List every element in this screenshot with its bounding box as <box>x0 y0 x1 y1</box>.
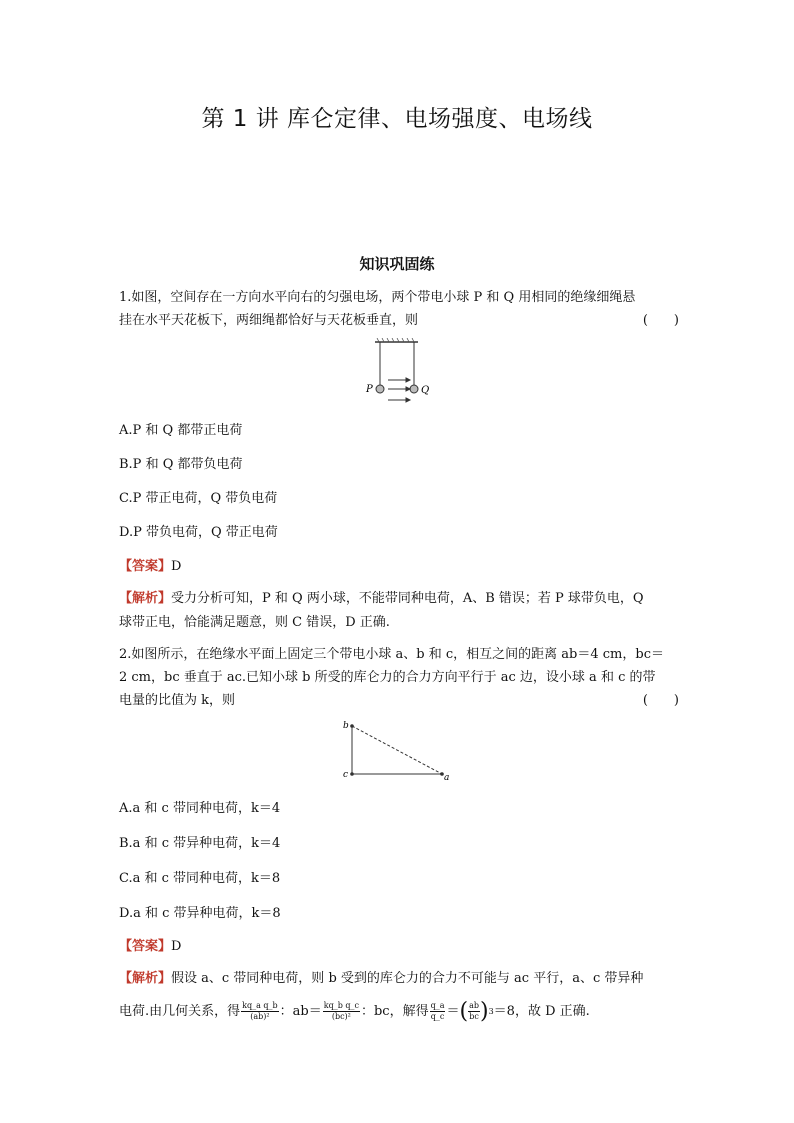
q1-analysis-tag: 【解析】 <box>119 591 172 606</box>
q2-analysis-text-1: 电荷.由几何关系，得 <box>119 1004 241 1019</box>
question-2-stem <box>119 643 679 712</box>
q2-stem-line1: 2.如图所示，在绝缘水平面上固定三个带电小球 a、b 和 c，相互之间的距离 ab＝4 cm，bc＝ <box>119 647 664 662</box>
q2-option-c: C.a 和 c 带同种电荷，k＝8 <box>119 871 281 886</box>
q1-option-d: D.P 带负电荷，Q 带正电荷 <box>119 525 278 540</box>
q2-label-c: c <box>343 770 349 780</box>
q2-fraction-2-den: (bc)² <box>331 1012 351 1021</box>
q1-analysis <box>119 587 679 635</box>
q1-label-q: Q <box>421 385 430 396</box>
q2-analysis-tag: 【解析】 <box>119 971 172 986</box>
q2-answer-paren: ( ) <box>642 693 679 708</box>
q2-analysis-line2 <box>119 1000 679 1023</box>
q1-stem-line2: 挂在水平天花板下，两细绳都恰好与天花板垂直，则 <box>119 313 419 328</box>
q1-analysis-line2: 球带正电，恰能满足题意，则 C 错误，D 正确. <box>119 615 390 630</box>
q2-analysis-text-5: ＝8，故 D 正确. <box>493 1004 590 1019</box>
q2-label-b: b <box>343 721 349 731</box>
q2-stem-line2: 2 cm，bc 垂直于 ac.已知小球 b 所受的库仑力的合力方向平行于 ac 边，设小球 a 和 c 的带 <box>119 670 656 685</box>
q1-figure <box>360 338 440 408</box>
q2-fraction-4 <box>468 1001 480 1022</box>
q2-fraction-3-num: q_a <box>430 1001 445 1010</box>
q2-fraction-1 <box>241 1001 279 1022</box>
q1-label-p: P <box>366 384 373 395</box>
q1-answer-value: D <box>171 559 182 574</box>
q1-option-b: B.P 和 Q 都带负电荷 <box>119 457 243 472</box>
q2-fraction-4-num: ab <box>469 1001 479 1010</box>
q2-option-a: A.a 和 c 带同种电荷，k＝4 <box>119 801 281 816</box>
q2-analysis <box>119 967 679 1023</box>
q2-fraction-1-den: (ab)² <box>250 1012 270 1021</box>
q2-answer <box>119 935 181 954</box>
q2-fraction-3-den: q_c <box>430 1012 445 1021</box>
q2-answer-value: D <box>171 939 182 954</box>
q1-answer-paren: ( ) <box>642 313 679 328</box>
q2-analysis-line1: 假设 a、c 带同种电荷，则 b 受到的库仑力的合力不可能与 ac 平行，a、c 带异种 <box>171 971 644 986</box>
q2-label-a: a <box>444 773 450 783</box>
q2-left-paren: ( <box>459 998 469 1024</box>
section-heading: 知识巩固练 <box>359 255 435 273</box>
page-title: 第 1 讲 库仑定律、电场强度、电场线 <box>201 106 593 132</box>
q1-option-a: A.P 和 Q 都带正电荷 <box>119 423 243 438</box>
q2-option-d: D.a 和 c 带异种电荷，k＝8 <box>119 906 281 921</box>
question-1-stem <box>119 286 679 332</box>
q2-fraction-1-num: kq_a q_b <box>242 1001 278 1010</box>
q2-option-b: B.a 和 c 带异种电荷，k＝4 <box>119 836 281 851</box>
q1-option-c: C.P 带正电荷，Q 带负电荷 <box>119 491 278 506</box>
q2-analysis-text-3: ：bc，解得 <box>360 1004 429 1019</box>
q2-analysis-text-4: ＝ <box>446 1004 460 1019</box>
q1-stem-line1: 1.如图，空间存在一方向水平向右的匀强电场，两个带电小球 P 和 Q 用相同的绝缘细绳悬 <box>119 290 636 305</box>
q2-fraction-2-num: kq_b q_c <box>323 1001 359 1010</box>
q2-stem-line3: 电量的比值为 k，则 <box>119 693 236 708</box>
q2-triangle-figure <box>340 716 460 784</box>
q2-fraction-4-den: bc <box>469 1012 479 1021</box>
q2-fraction-2 <box>323 1001 360 1022</box>
q1-answer-tag: 【答案】 <box>119 559 172 574</box>
q2-answer-tag: 【答案】 <box>119 939 172 954</box>
q2-analysis-text-2: ：ab＝ <box>279 1004 322 1019</box>
q1-answer <box>119 555 181 574</box>
q2-right-paren: ) <box>479 998 489 1024</box>
q2-fraction-3 <box>430 1001 446 1022</box>
q2-exponent: 3 <box>488 1007 494 1016</box>
q1-analysis-line1: 受力分析可知，P 和 Q 两小球，不能带同种电荷，A、B 错误；若 P 球带负电，Q <box>171 591 644 606</box>
